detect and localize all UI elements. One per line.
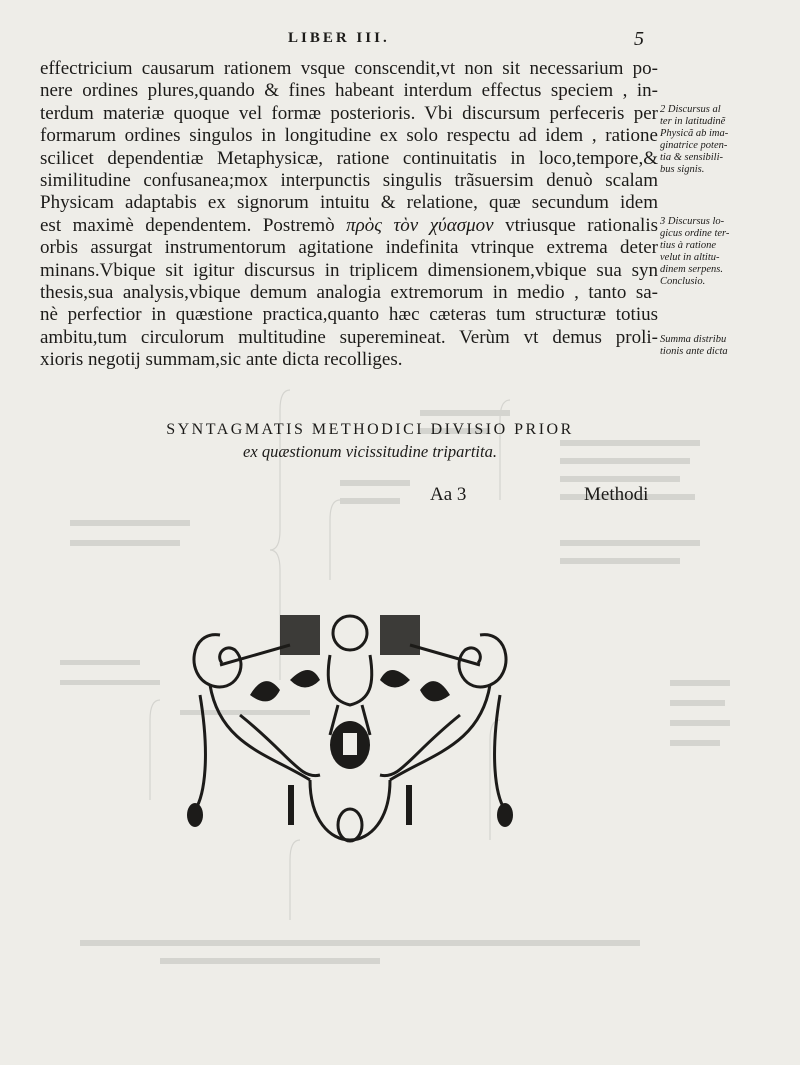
margin-note-line: Physicã ab ima- — [660, 128, 729, 139]
text-line: ambitu,tum circulorum multitudine superemineat. Verùm vt demus proli- — [40, 326, 658, 348]
margin-note-line: 3 Discursus lo- — [660, 216, 725, 227]
margin-note-line: Summa distribu — [660, 334, 727, 345]
margin-note — [660, 334, 728, 358]
text-line: nere ordines plures,quando & fines habeant interdum effectus speciem , in- — [40, 80, 658, 102]
text-line: Physicam adaptabis ex signorum intuitu & relatione, quæ secundum idem — [40, 192, 658, 214]
margin-note — [660, 216, 729, 288]
running-title: LIBER III. — [288, 30, 390, 46]
text-line: xioris negotij summam,sic ante dicta recolliges. — [40, 349, 403, 371]
signature-mark: Aa 3 — [430, 484, 467, 505]
margin-note-line: Conclusio. — [660, 276, 706, 287]
margin-note-line: tia & sensibili- — [660, 152, 723, 163]
margin-note-line: tius à ratione — [660, 240, 717, 251]
text-line: similitudine confusanea;mox interpunctis singulis trãsuersim denuò scalam — [40, 170, 658, 192]
margin-note-line: ter in latitudinẽ — [660, 116, 726, 127]
text-line: terdum materiæ quoque vel formæ posterioris. Vbi discursum perfeceris per — [40, 102, 658, 124]
text-segment: vtriusque rationalis — [505, 214, 659, 236]
text-line: nè perfectior in quæstione practica,quanto hæc cæteras tum structuræ totius — [40, 304, 658, 326]
margin-note-line: ginatrice poten- — [660, 140, 728, 151]
greek-phrase: πρὸς τὸν χύασμον — [346, 214, 494, 236]
text-line-with-greek — [40, 215, 658, 237]
margin-note-line: gicus ordine ter- — [660, 228, 730, 239]
margin-note-line: 2 Discursus al — [660, 104, 721, 115]
text-line: minans.Vbique sit igitur discursus in triplicem dimensionem,vbique sua syn — [40, 259, 658, 281]
margin-note-line: tionis ante dicta — [660, 346, 728, 357]
catchword: Methodi — [584, 484, 649, 505]
text-line: scilicet dependentiæ Metaphysicæ, ratione continuitatis in loco,tempore,& — [40, 147, 658, 169]
text-segment: est maximè dependentem. — [40, 214, 252, 236]
text-segment: Postremò — [262, 214, 335, 236]
text-line: thesis,sua analysis,vbique demum analogia extremorum in medio , tanto sa- — [40, 282, 658, 304]
folio-number: 5 — [634, 28, 644, 50]
section-heading: SYNTAGMATIS METHODICI DIVISIO PRIOR — [166, 421, 574, 438]
margin-note-line: dinem serpens. — [660, 264, 723, 275]
margin-note — [660, 104, 728, 176]
text-line: effectricium causarum rationem vsque conscendit,vt non sit necessarium po- — [40, 58, 658, 79]
section-subheading: ex quæstionum vicissitudine tripartita. — [243, 442, 497, 461]
text-line: orbis assurgat instrumentorum agitatione indefinita vtrinque extrema deter — [40, 237, 658, 259]
margin-note-line: velut in altitu- — [660, 252, 720, 263]
woodcut-tailpiece-icon — [180, 605, 520, 855]
body-text — [40, 58, 658, 372]
margin-note-line: bus signis. — [660, 164, 705, 175]
text-line: formarum ordines singulos in longitudine ex solo respectu ad idem , ratione — [40, 125, 658, 147]
